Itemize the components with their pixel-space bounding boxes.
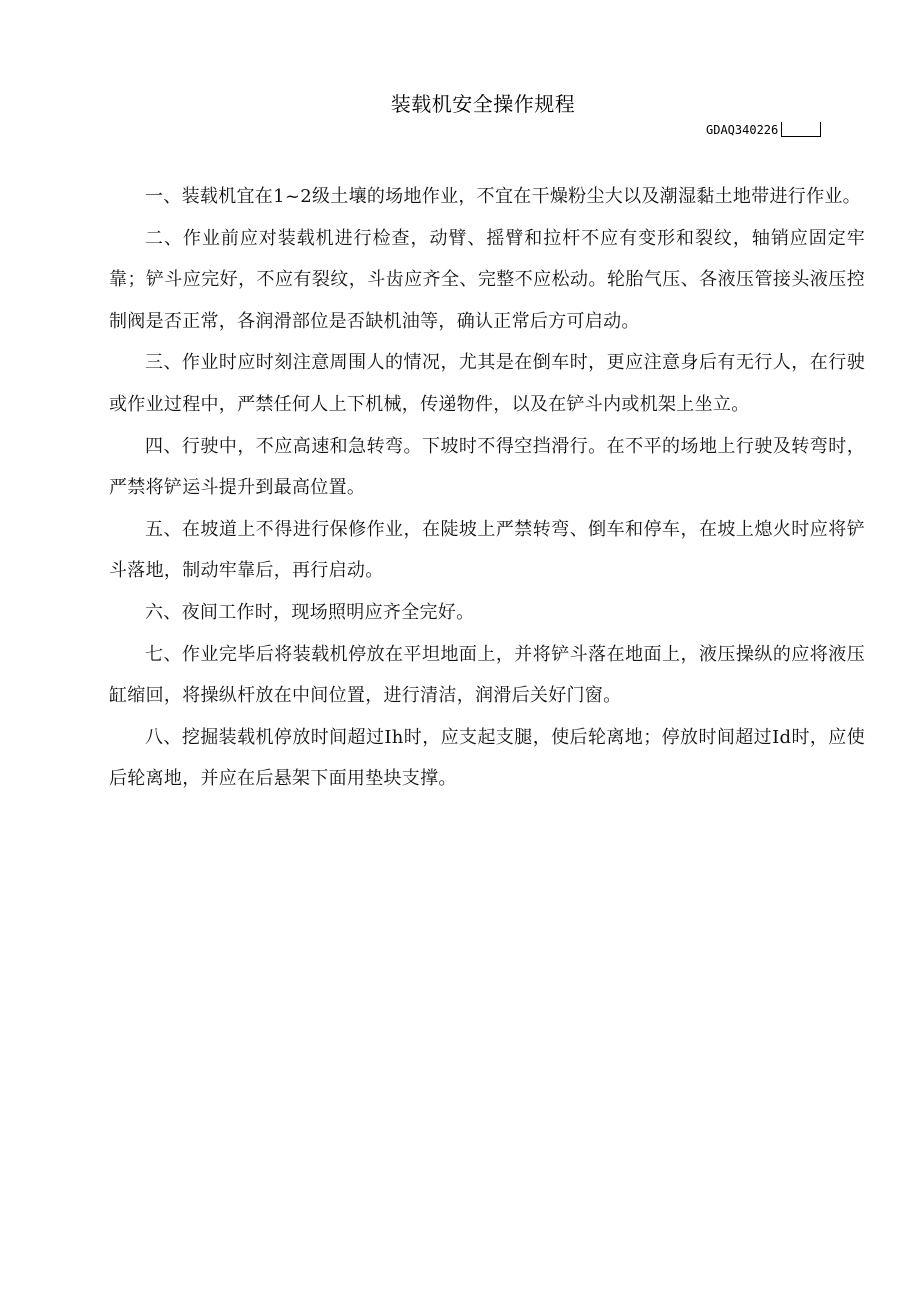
paragraph-8: 八、挖掘装载机停放时间超过Ih时，应支起支腿，使后轮离地；停放时间超过Id时，应使后轮离地，并应在后悬架下面用垫块支撑。 [109, 726, 865, 790]
paragraph-6: 六、夜间工作时，现场照明应齐全完好。 [145, 601, 475, 623]
document-code-text: GDAQ340226 [706, 123, 779, 137]
document-title: 装载机安全操作规程 [390, 92, 576, 116]
document-code [706, 122, 821, 137]
paragraph-4: 四、行驶中，不应高速和急转弯。下坡时不得空挡滑行。在不平的场地上行驶及转弯时，严禁将铲运斗提升到最高位置。 [109, 435, 865, 499]
paragraph-1: 一、装载机宜在1~2级土壤的场地作业，不宜在干燥粉尘大以及潮湿黏土地带进行作业。 [145, 186, 861, 207]
paragraph-2: 二、作业前应对装载机进行检查，动臂、摇臂和拉杆不应有变形和裂纹，轴销应固定牢靠；铲斗应完好，不应有裂纹，斗齿应齐全、完整不应松动。轮胎气压、各液压管接头液压控制阀是否正常，各润滑部位是否缺机油等，确认正常后方可启动。 [109, 227, 865, 332]
document-code-blank [781, 122, 821, 137]
document-body [109, 176, 865, 800]
paragraph-3: 三、作业时应时刻注意周围人的情况，尤其是在倒车时，更应注意身后有无行人，在行驶或作业过程中，严禁任何人上下机械，传递物件，以及在铲斗内或机架上坐立。 [109, 352, 865, 415]
paragraph-5: 五、在坡道上不得进行保修作业，在陡坡上严禁转弯、倒车和停车，在坡上熄火时应将铲斗落地，制动牢靠后，再行启动。 [109, 518, 865, 582]
paragraph-7: 七、作业完毕后将装载机停放在平坦地面上，并将铲斗落在地面上，液压操纵的应将液压缸缩回，将操纵杆放在中间位置，进行清洁，润滑后关好门窗。 [109, 643, 865, 707]
